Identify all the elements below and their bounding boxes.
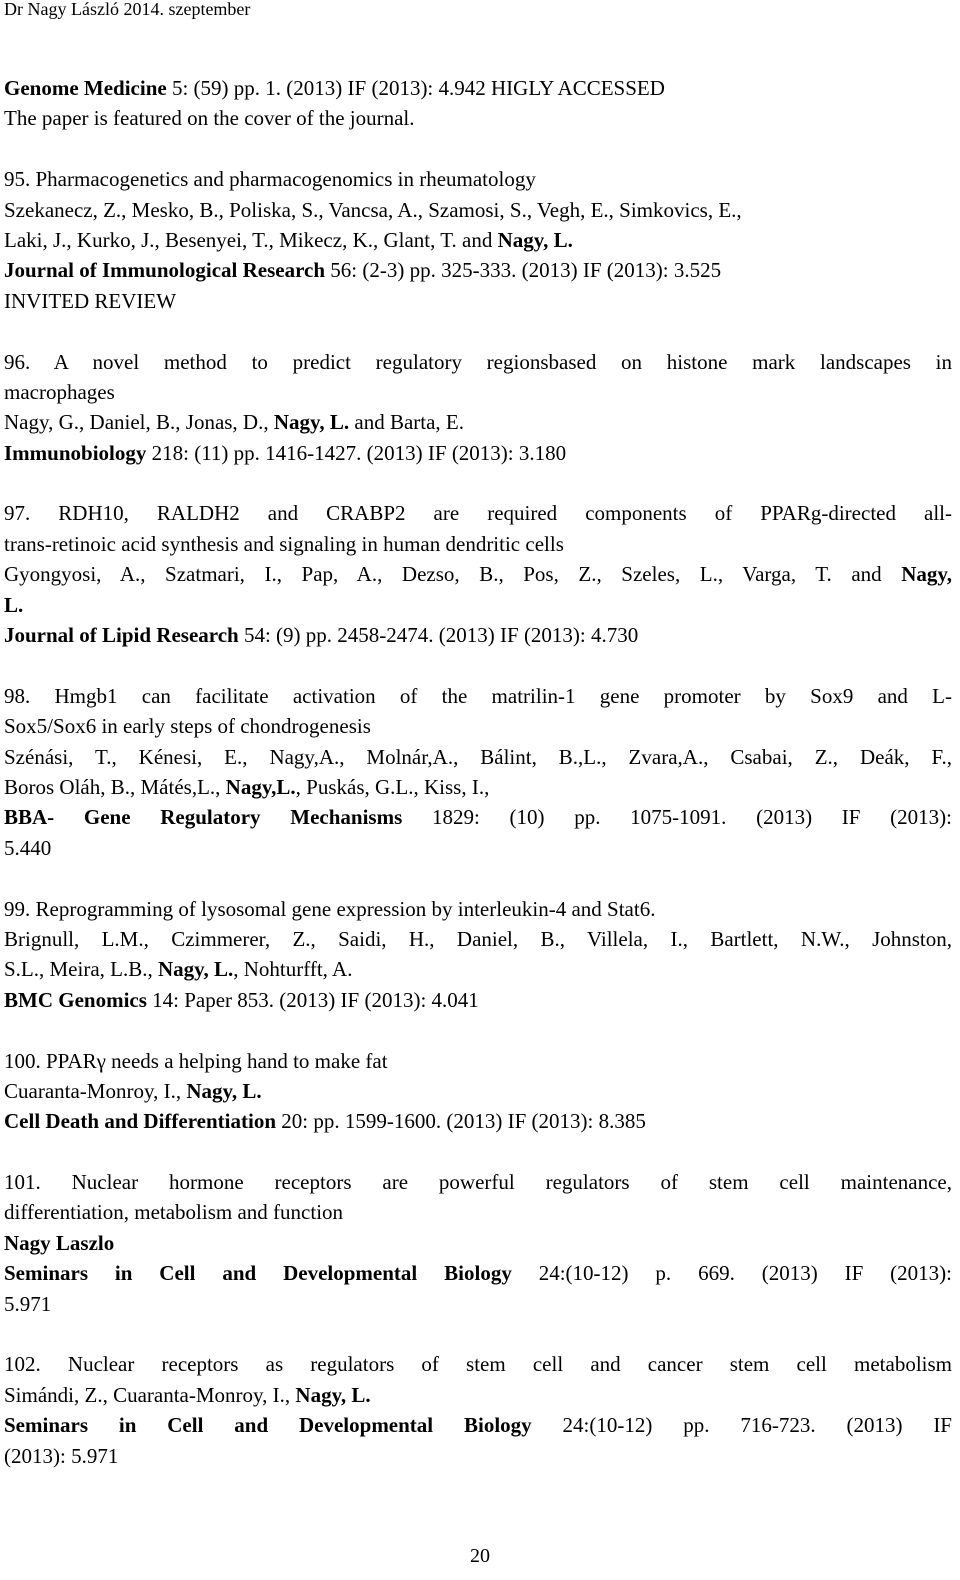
- text-segment: differentiation, metabolism and function: [4, 1200, 344, 1225]
- text-line: [4, 103, 952, 133]
- bold-text: Genome Medicine: [4, 76, 167, 100]
- text-line: [4, 742, 952, 772]
- text-segment: 24:(10-12) pp. 716-723. (2013) IF: [531, 1413, 952, 1438]
- text-segment: Brignull, L.M., Czimmerer, Z., Saidi, H., Daniel, B., Villela, I., Bartlett, N.W., Johnston,: [4, 926, 952, 951]
- text-segment: 96. A novel method to predict regulatory regionsbased on histone mark landscapes in: [4, 349, 952, 374]
- text-line: [4, 1410, 952, 1440]
- text-segment: 14: Paper 853. (2013) IF (2013): 4.041: [146, 987, 479, 1012]
- text-segment: (2013): 5.971: [4, 1443, 119, 1468]
- text-segment: 54: (9) pp. 2458-2474. (2013) IF (2013): 4.730: [238, 623, 639, 648]
- text-line: [4, 286, 952, 316]
- text-line: [4, 1228, 952, 1258]
- text-line: [4, 438, 952, 468]
- text-line: [4, 1289, 952, 1319]
- text-segment: 218: (11) pp. 1416-1427. (2013) IF (2013): 3.180: [146, 440, 567, 465]
- text-segment: Boros Oláh, B., Mátés,L.,: [4, 774, 226, 799]
- bold-text: Nagy, L.: [295, 1382, 371, 1407]
- text-line: [4, 1076, 952, 1106]
- text-segment: 97. RDH10, RALDH2 and CRABP2 are required components of PPARg-directed all-: [4, 501, 952, 526]
- text-segment: Simándi, Z., Cuaranta-Monroy, I.,: [4, 1382, 296, 1407]
- bold-text: Nagy Laszlo: [4, 1230, 115, 1255]
- bold-text: BMC Genomics: [4, 987, 147, 1012]
- text-segment: INVITED REVIEW: [4, 288, 177, 313]
- text-segment: 5.971: [4, 1291, 52, 1316]
- text-segment: 102. Nuclear receptors as regulators of stem cell and cancer stem cell metabolism: [4, 1352, 952, 1377]
- bold-text: Nagy, L.: [186, 1078, 262, 1103]
- bold-text: Nagy, L.: [497, 227, 573, 252]
- text-line: [4, 225, 952, 255]
- text-line: [4, 1258, 952, 1288]
- text-line: [4, 1197, 952, 1227]
- text-line: [4, 377, 952, 407]
- text-line: [4, 711, 952, 741]
- text-segment: macrophages: [4, 379, 115, 404]
- bold-text: Seminars in Cell and Developmental Biology: [4, 1413, 532, 1438]
- text-line: [4, 407, 952, 437]
- text-line: [4, 590, 952, 620]
- text-line: [4, 620, 952, 650]
- text-line: [4, 1046, 952, 1076]
- text-line: [4, 1380, 952, 1410]
- text-line: [4, 255, 952, 285]
- blank-line: [4, 863, 952, 893]
- text-line: [4, 164, 952, 194]
- text-line: [4, 985, 952, 1015]
- text-segment: 5: (59) pp. 1. (2013) IF (2013): 4.942 HIGLY ACCESSED: [166, 76, 665, 100]
- text-segment: Nagy, G., Daniel, B., Jonas, D.,: [4, 410, 274, 435]
- publication-list: [4, 73, 952, 1471]
- text-segment: 100. PPARγ needs a helping hand to make fat: [4, 1048, 388, 1073]
- text-segment: , Nohturfft, A.: [233, 957, 353, 982]
- text-segment: Gyongyosi, A., Szatmari, I., Pap, A., Dezso, B., Pos, Z., Szeles, L., Varga, T. and: [4, 562, 902, 587]
- text-line: [4, 1441, 952, 1471]
- bold-text: Nagy, L.: [157, 957, 234, 982]
- blank-line: [4, 650, 952, 680]
- text-segment: 101. Nuclear hormone receptors are powerful regulators of stem cell maintenance,: [4, 1170, 952, 1195]
- blank-line: [4, 134, 952, 164]
- text-segment: The paper is featured on the cover of the journal.: [4, 106, 415, 131]
- text-line: [4, 894, 952, 924]
- text-line: [4, 1349, 952, 1379]
- bold-text: Nagy,L.: [225, 774, 296, 799]
- text-segment: 56: (2-3) pp. 325-333. (2013) IF (2013): 3.525: [325, 258, 722, 283]
- text-line: [4, 529, 952, 559]
- text-line: [4, 802, 952, 832]
- blank-line: [4, 316, 952, 346]
- text-segment: 99. Reprogramming of lysosomal gene expression by interleukin-4 and Stat6.: [4, 896, 656, 921]
- text-segment: 20: pp. 1599-1600. (2013) IF (2013): 8.385: [276, 1109, 646, 1134]
- text-segment: 5.440: [4, 835, 52, 860]
- blank-line: [4, 1015, 952, 1045]
- text-segment: 1829: (10) pp. 1075-1091. (2013) IF (2013):: [402, 805, 952, 830]
- text-line: [4, 347, 952, 377]
- text-line: [4, 195, 952, 225]
- text-segment: S.L., Meira, L.B.,: [4, 957, 158, 982]
- text-line: [4, 772, 952, 802]
- blank-line: [4, 468, 952, 498]
- bold-text: BBA- Gene Regulatory Mechanisms: [4, 805, 403, 830]
- bold-text: Cell Death and Differentiation: [4, 1109, 277, 1134]
- text-segment: Laki, J., Kurko, J., Besenyei, T., Mikecz, K., Glant, T. and: [4, 227, 498, 252]
- text-line: [4, 954, 952, 984]
- text-segment: Szekanecz, Z., Mesko, B., Poliska, S., Vancsa, A., Szamosi, S., Vegh, E., Simkovics, E.,: [4, 197, 742, 222]
- text-segment: and Barta, E.: [349, 410, 464, 435]
- text-line: [4, 1167, 952, 1197]
- text-line: [4, 681, 952, 711]
- text-line: [4, 559, 952, 589]
- text-segment: Sox5/Sox6 in early steps of chondrogenesis: [4, 714, 371, 739]
- bold-text: Journal of Lipid Research: [4, 623, 239, 648]
- text-segment: Cuaranta-Monroy, I.,: [4, 1078, 187, 1103]
- text-segment: 95. Pharmacogenetics and pharmacogenomics in rheumatology: [4, 167, 536, 192]
- text-segment: trans-retinoic acid synthesis and signaling in human dendritic cells: [4, 531, 564, 556]
- blank-line: [4, 1137, 952, 1167]
- text-segment: 24:(10-12) p. 669. (2013) IF (2013):: [511, 1261, 952, 1286]
- bold-text: Immunobiology: [4, 440, 147, 465]
- bold-text: L.: [4, 592, 24, 617]
- bold-text: Seminars in Cell and Developmental Biology: [4, 1261, 512, 1286]
- bold-text: Nagy,: [901, 562, 952, 587]
- text-segment: 98. Hmgb1 can facilitate activation of the matrilin-1 gene promoter by Sox9 and L-: [4, 683, 952, 708]
- text-line: [4, 924, 952, 954]
- page-number: 20: [470, 1545, 490, 1567]
- text-line: [4, 833, 952, 863]
- text-segment: Szénási, T., Kénesi, E., Nagy,A., Molnár,A., Bálint, B.,L., Zvara,A., Csabai, Z., Deák, F.,: [4, 744, 952, 769]
- text-line: [4, 1106, 952, 1136]
- bold-text: Nagy, L.: [273, 410, 350, 435]
- text-line: [4, 73, 952, 103]
- text-segment: , Puskás, G.L., Kiss, I.,: [295, 774, 490, 799]
- blank-line: [4, 1319, 952, 1349]
- page-header: Dr Nagy László 2014. szeptember: [4, 0, 251, 19]
- text-line: [4, 498, 952, 528]
- bold-text: Journal of Immunological Research: [4, 258, 326, 283]
